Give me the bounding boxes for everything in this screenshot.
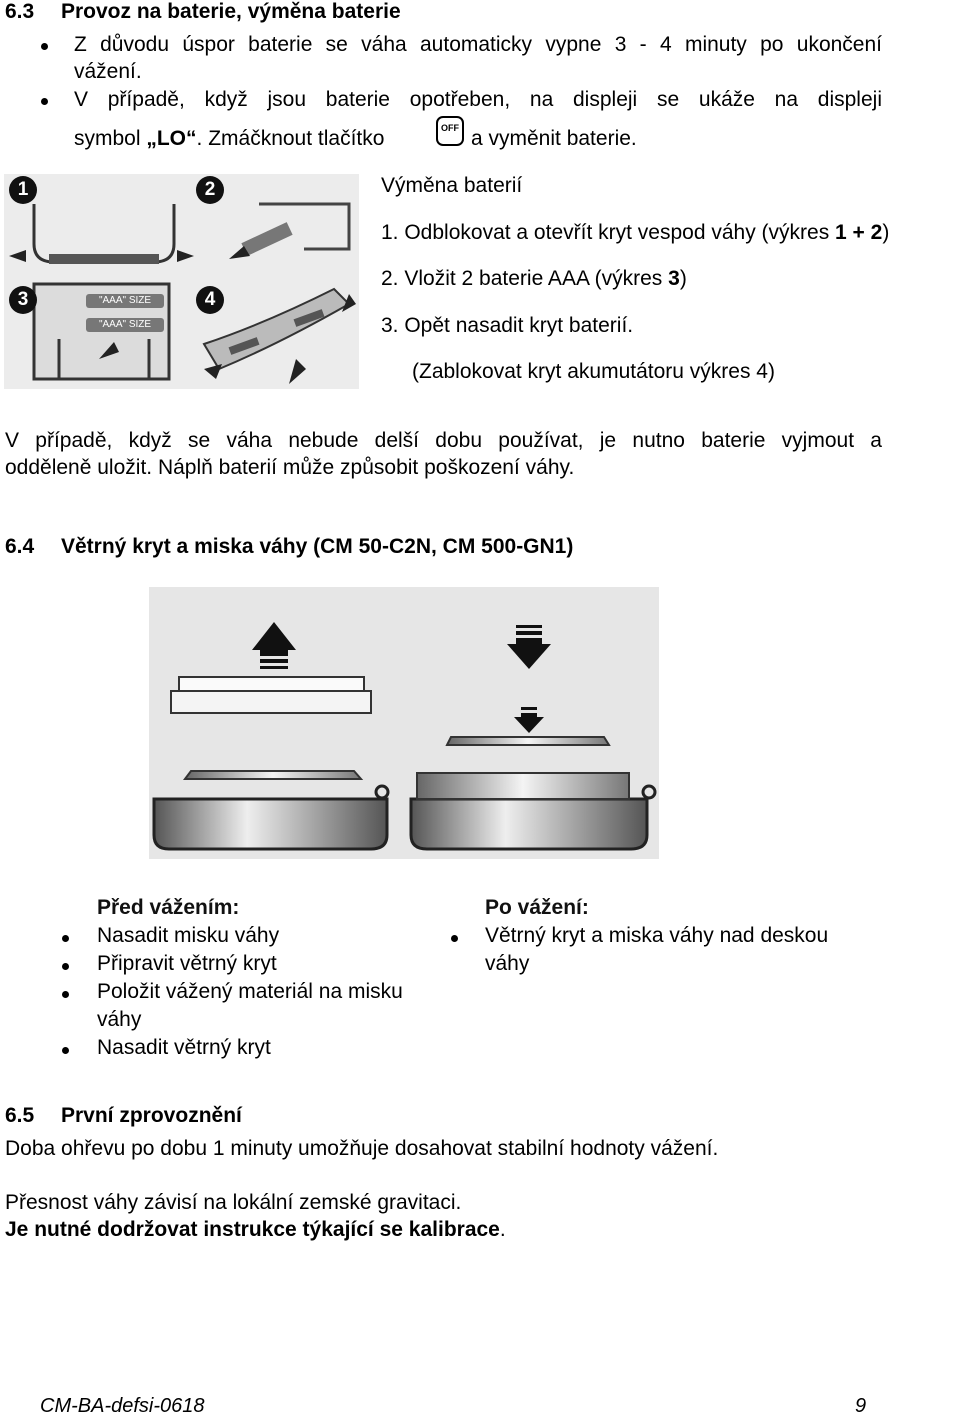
storage-note: V případě, když se váha nebude delší dobu používat, je nutno baterie vyjmout a [5,429,882,452]
before-item: Nasadit větrný kryt [97,1036,271,1059]
text-bold: 3 [668,267,680,290]
storage-note-cont: odděleně uložit. Náplň baterií může způsobit poškození váhy. [5,456,575,479]
battery-label: "AAA" SIZE [86,318,164,332]
text: ) [882,221,890,244]
calibration-text [5,1218,506,1242]
battery-figure-drawing [4,174,359,389]
text: . Zmáčknout tlačítko [196,127,385,150]
footer-doc-id: CM-BA-defsi-0618 [40,1395,205,1417]
before-item: Položit vážený materiál na misku [97,980,403,1003]
bullet-text-cont [74,127,384,151]
footer-page-number: 9 [855,1395,867,1417]
bullet-icon [62,935,69,942]
figure-badge: 4 [196,286,224,314]
bullet-icon [451,935,458,942]
figure-badge: 3 [9,286,37,314]
step-3-note: (Zablokovat kryt akumutátoru výkres 4) [412,360,775,383]
bullet-icon [62,991,69,998]
text: symbol [74,127,147,150]
section-6-4-heading [5,535,573,559]
section-number: 6.3 [5,0,35,23]
before-item: Připravit větrný kryt [97,952,277,975]
bullet-icon [41,43,48,50]
text-bold: 1 + 2 [835,221,883,244]
step-1 [381,221,889,245]
after-title: Po vážení: [485,896,589,919]
text: 2. Vložit 2 baterie AAA (výkres [381,267,669,290]
wind-cover-drawing [149,587,659,859]
section-title: Větrný kryt a miska váhy (CM 50-C2N, CM 500-GN1) [61,535,574,558]
off-button-icon [436,116,464,146]
step-2 [381,267,687,291]
figure-badge: 2 [196,176,224,204]
figure-badge: 1 [9,176,37,204]
lo-symbol: „LO“ [146,127,197,150]
section-number: 6.5 [5,1104,35,1127]
section-number: 6.4 [5,535,35,558]
battery-replacement-figure [4,174,359,389]
text: 1. Odblokovat a otevřít kryt vespod váhy (výkres [381,221,836,244]
replace-title: Výměna baterií [381,174,523,197]
section-6-5-heading [5,1104,242,1128]
after-item-cont: váhy [485,952,530,975]
bullet-icon [41,98,48,105]
before-item-cont: váhy [97,1008,142,1031]
battery-label: "AAA" SIZE [86,294,164,308]
before-title: Před vážením: [97,896,240,919]
bullet-text: Z důvodu úspor baterie se váha automaticky vypne 3 - 4 minuty po ukončení [74,33,882,56]
bullet-text: V případě, když jsou baterie opotřeben, na displeji se ukáže na displeji [74,88,882,111]
text: ) [679,267,687,290]
after-item: Větrný kryt a miska váhy nad deskou [485,924,829,947]
bullet-text-end: a vyměnit baterie. [471,127,637,150]
bullet-text-cont: vážení. [74,60,142,83]
section-6-3-heading [5,0,401,24]
wind-cover-figure [149,587,659,859]
text: . [499,1218,506,1241]
bullet-icon [62,963,69,970]
bullet-icon [62,1047,69,1054]
section-title: První zprovoznění [61,1104,242,1127]
text-bold: Je nutné dodržovat instrukce týkající se kalibrace [5,1218,500,1241]
gravity-text: Přesnost váhy závisí na lokální zemské gravitaci. [5,1191,462,1214]
off-button-label: OFF [441,123,459,133]
step-3: 3. Opět nasadit kryt baterií. [381,314,634,337]
warmup-text: Doba ohřevu po dobu 1 minuty umožňuje dosahovat stabilní hodnoty vážení. [5,1137,719,1160]
section-title: Provoz na baterie, výměna baterie [61,0,401,23]
before-item: Nasadit misku váhy [97,924,280,947]
